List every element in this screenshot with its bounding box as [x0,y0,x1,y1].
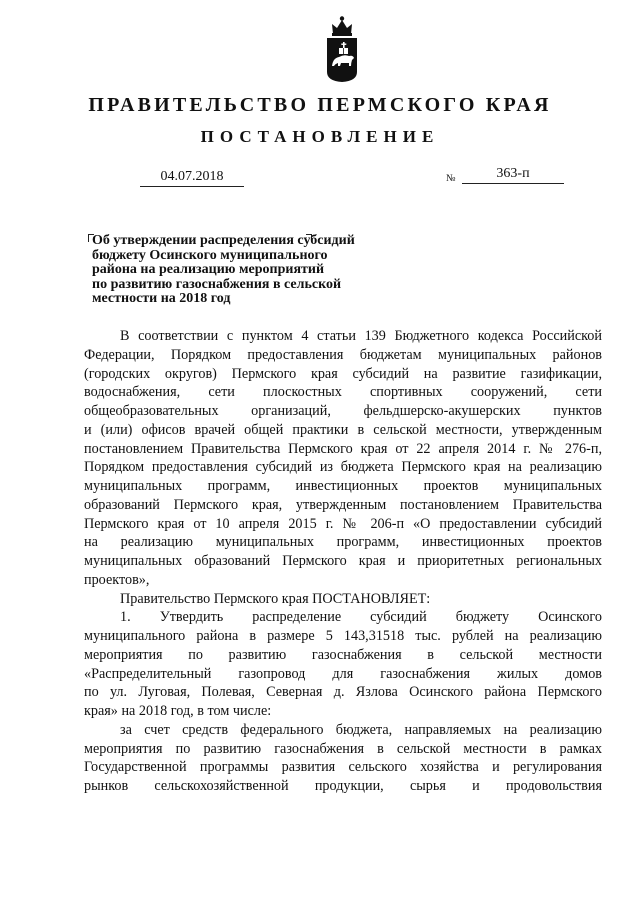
body-line: муниципальных образований Пермского края и приоритетных региональных [84,553,602,569]
document-type: ПОСТАНОВЛЕНИЕ [200,127,440,146]
body-line: Порядком предоставления субсидий из бюджета Пермского края на реализацию [84,459,602,476]
document-number: 363-п [462,166,564,184]
body-line: (городских округов) Пермского края субсидий на развитие газификации, [84,365,602,382]
body-line: по ул. Луговая, Полевая, Северная д. Язлова Осинского района Пермского [84,684,602,701]
body-line: проектов», [84,571,150,588]
body-line: общеобразовательных организаций, фельдшерско-акушерских пунктов [84,403,602,419]
coat-of-arms-icon [324,14,360,84]
body-line: образований Пермского края, утвержденным постановлением Правительства [84,496,602,513]
number-label: № [446,173,456,184]
body-line: Правительство Пермского края ПОСТАНОВЛЯЕТ: [120,590,431,607]
government-title: ПРАВИТЕЛЬСТВО ПЕРМСКОГО КРАЯ [88,94,552,116]
document-subject [92,234,412,307]
body-line: Пермского края от 10 апреля 2015 г. № 206-п «О предоставлении субсидий [84,515,602,532]
body-line: мероприятия по развитию газоснабжения в сельской местности в рамках [84,740,602,757]
body-line: на реализацию муниципальных программ, инвестиционных проектов [84,534,602,551]
body-line: муниципального района в размере 5 143,31518 тыс. рублей на реализацию [84,628,602,644]
body-line: мероприятия по развитию газоснабжения в сельской местности [84,646,602,663]
body-line: края» на 2018 год, в том числе: [84,703,272,719]
body-line: за счет средств федерального бюджета, направляемых на реализацию [120,721,602,738]
subject-line: по развитию газоснабжения в сельской [92,276,342,292]
body-line: Федерации, Порядком предоставления бюджетам муниципальных районов [84,346,602,363]
document-body [84,327,602,796]
body-line: водоснабжения, сети плоскостных спортивных сооружений, сети [84,384,602,401]
body-line: В соответствии с пунктом 4 статьи 139 Бюджетного кодекса Российской [120,328,602,344]
subject-line: местности на 2018 год [92,291,231,307]
body-line: и (или) офисов врачей общей практики в сельской местности, утвержденным [84,421,602,438]
subject-line: Об утверждении распределения субсидий [92,233,355,248]
body-line: 1. Утвердить распределение субсидий бюджету Осинского [120,609,602,626]
body-line: рынков сельскохозяйственной продукции, сырья и продовольствия [84,778,602,794]
body-line: Государственной программы развития сельского хозяйства и регулирования [84,759,602,776]
subject-line: бюджету Осинского муниципального [92,247,328,263]
body-line: муниципальных программ, инвестиционных проектов муниципальных [84,478,602,494]
body-line: постановлением Правительства Пермского края от 22 апреля 2014 г. № 276-п, [84,440,602,457]
subject-line: района на реализацию мероприятий [92,262,325,278]
body-line: «Распределительный газопровод для газоснабжения жилых домов [84,665,602,682]
document-date: 04.07.2018 [140,169,244,187]
